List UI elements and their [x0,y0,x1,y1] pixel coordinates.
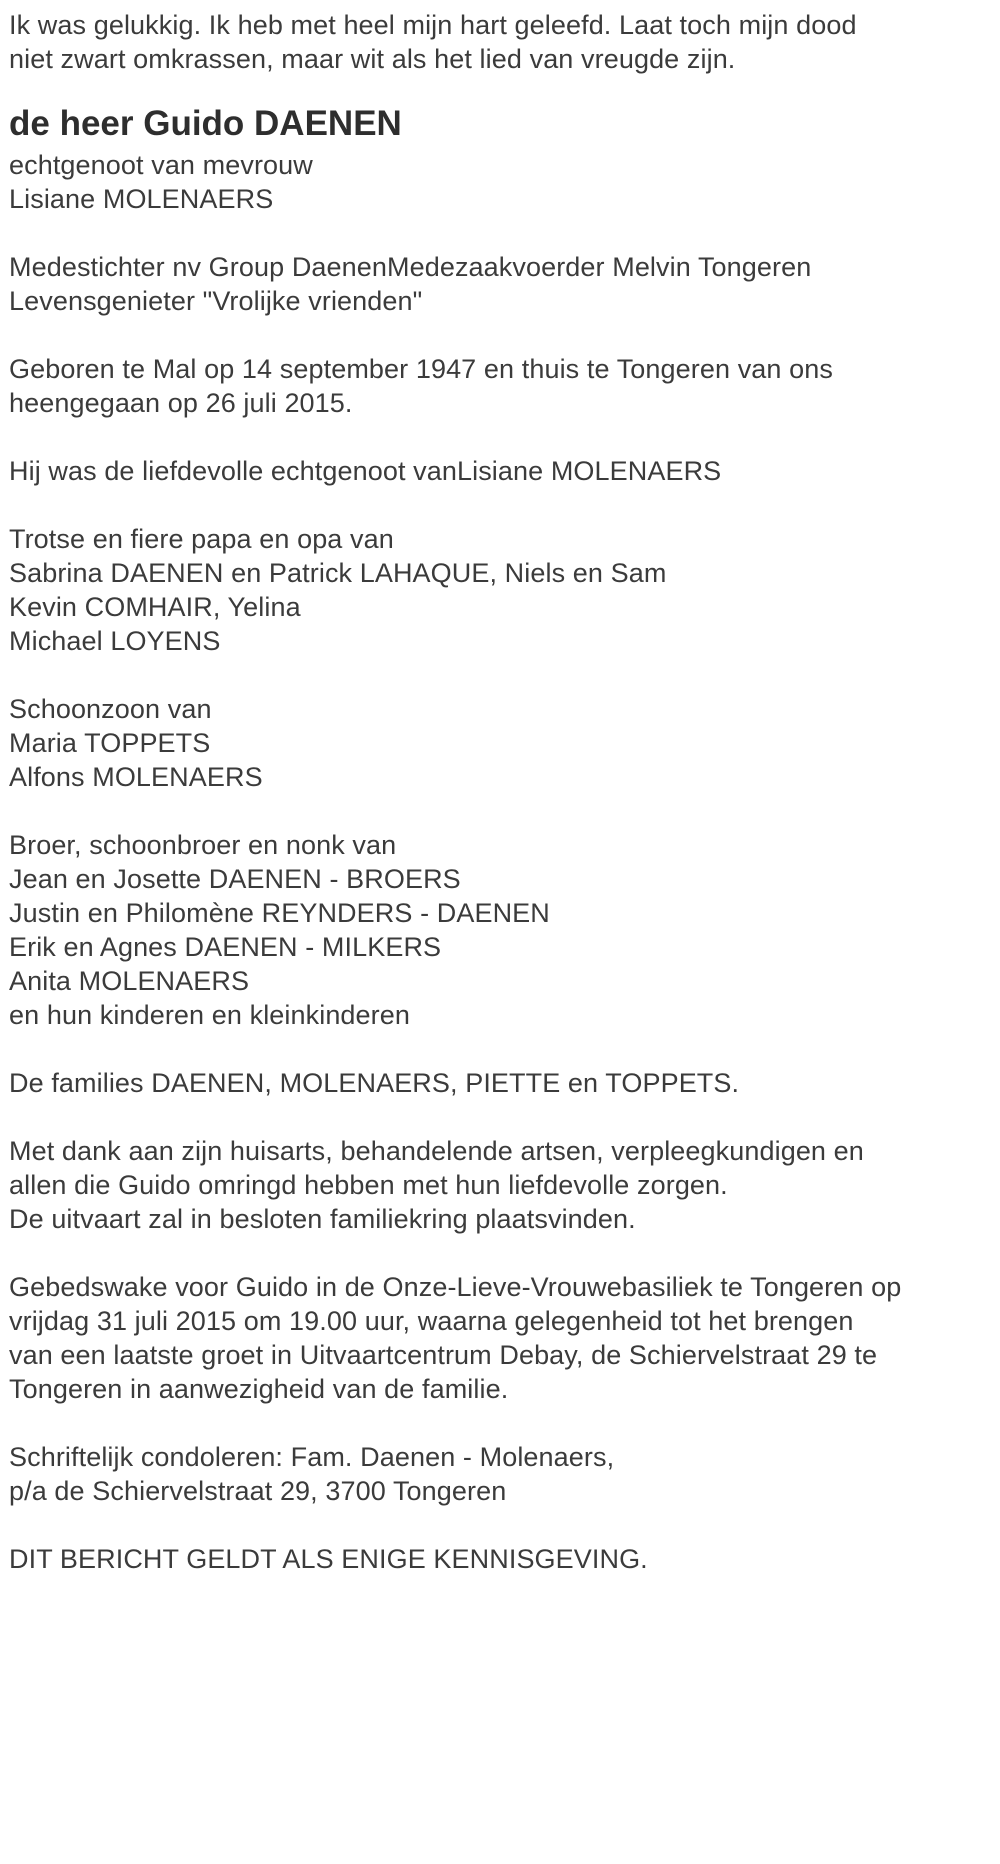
text-line: De families DAENEN, MOLENAERS, PIETTE en TOPPETS. [9,1068,740,1098]
text-line: Levensgenieter "Vrolijke vrienden" [9,286,423,316]
paragraph-father-grandfather [9,522,990,658]
text-line: Kevin COMHAIR, Yelina [9,592,301,622]
text-line: p/a de Schiervelstraat 29, 3700 Tongeren [9,1476,507,1506]
paragraph-brother [9,828,990,1032]
text-line: Geboren te Mal op 14 september 1947 en thuis te Tongeren van ons [9,354,833,384]
text-line: Schriftelijk condoleren: Fam. Daenen - Molenaers, [9,1442,615,1472]
text-line: Tongeren in aanwezigheid van de familie. [9,1374,509,1404]
paragraph-son-in-law [9,692,990,794]
epigraph-paragraph [9,8,990,76]
text-line: Justin en Philomène REYNDERS - DAENEN [9,898,550,928]
text-line: Lisiane MOLENAERS [9,184,274,214]
paragraph-wake [9,1270,990,1406]
text-line: niet zwart omkrassen, maar wit als het lied van vreugde zijn. [9,44,736,74]
text-line: Michael LOYENS [9,626,221,656]
deceased-name-heading: de heer Guido DAENEN [9,104,402,143]
text-line: heengegaan op 26 juli 2015. [9,388,353,418]
text-line: van een laatste groet in Uitvaartcentrum Debay, de Schiervelstraat 29 te [9,1340,878,1370]
text-line: echtgenoot van mevrouw [9,150,313,180]
paragraph-notice [9,1542,990,1576]
paragraph-condolences [9,1440,990,1508]
text-line: Anita MOLENAERS [9,966,250,996]
text-line: Broer, schoonbroer en nonk van [9,830,397,860]
text-line: allen die Guido omringd hebben met hun liefdevolle zorgen. [9,1170,728,1200]
text-line: Medestichter nv Group DaenenMedezaakvoerder Melvin Tongeren [9,252,812,282]
text-line: Erik en Agnes DAENEN - MILKERS [9,932,442,962]
text-line: Gebedswake voor Guido in de Onze-Lieve-Vrouwebasiliek te Tongeren op [9,1272,902,1302]
text-line: De uitvaart zal in besloten familiekring plaatsvinden. [9,1204,636,1234]
paragraph-spouse-of [9,148,990,216]
text-line: Ik was gelukkig. Ik heb met heel mijn hart geleefd. Laat toch mijn dood [9,10,857,40]
text-line: Trotse en fiere papa en opa van [9,524,394,554]
paragraph-roles [9,250,990,318]
text-line: Alfons MOLENAERS [9,762,263,792]
text-line: Jean en Josette DAENEN - BROERS [9,864,461,894]
paragraph-loving-husband [9,454,990,488]
text-line: Hij was de liefdevolle echtgenoot vanLisiane MOLENAERS [9,456,722,486]
text-line: Met dank aan zijn huisarts, behandelende artsen, verpleegkundigen en [9,1136,864,1166]
text-line: Maria TOPPETS [9,728,211,758]
paragraph-birth-death [9,352,990,420]
paragraph-acknowledgement [9,1134,990,1236]
text-line: Schoonzoon van [9,694,212,724]
text-line: Sabrina DAENEN en Patrick LAHAQUE, Niels en Sam [9,558,667,588]
text-line: vrijdag 31 juli 2015 om 19.00 uur, waarna gelegenheid tot het brengen [9,1306,854,1336]
text-line: DIT BERICHT GELDT ALS ENIGE KENNISGEVING. [9,1544,648,1574]
paragraph-families [9,1066,990,1100]
text-line: en hun kinderen en kleinkinderen [9,1000,410,1030]
